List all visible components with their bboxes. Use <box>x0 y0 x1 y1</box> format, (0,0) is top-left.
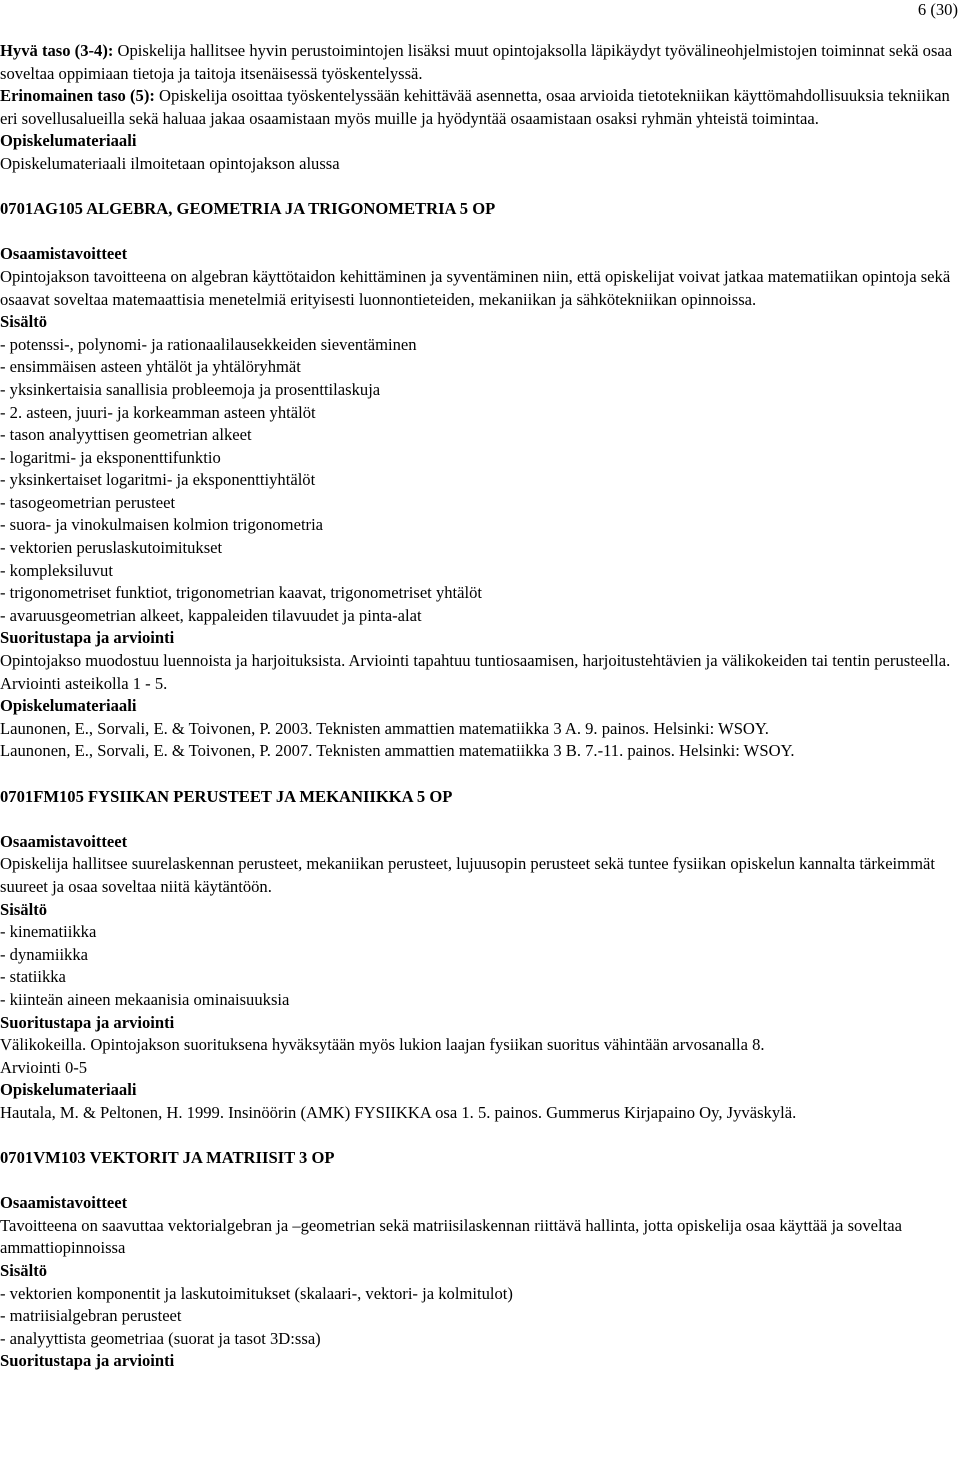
intro-materials-heading: Opiskelumateriaali <box>0 131 137 151</box>
goals-text: Opiskelija hallitsee suurelaskennan perusteet, mekaniikan perusteet, lujuusopin perusteet sekä tuntee fysiikan opiskelun kannalta tärkeimmät suureet ja osaa soveltaa niitä käytäntöön. <box>0 854 935 896</box>
list-item: - analyyttista geometriaa (suorat ja tasot 3D:ssa) <box>0 1328 321 1348</box>
list-item: - 2. asteen, juuri- ja korkeamman asteen yhtälöt <box>0 402 316 422</box>
course-title: 0701VM103 VEKTORIT JA MATRIISIT 3 OP <box>0 1148 335 1168</box>
assessment-text: Välikokeilla. Opintojakson suorituksena hyväksytään myös lukion laajan fysiikan suoritus vähintään arvosanalla 8. <box>0 1035 765 1055</box>
level-good-text: Opiskelija hallitsee hyvin perustoimintojen lisäksi muut opintojaksolla läpikäydyt työvälineohjelmistojen toiminnat sekä osaa soveltaa oppimiaan tietoja ja taitoja itsenäisessä työskentelyssä. <box>0 41 953 83</box>
content-heading: Sisältö <box>0 899 48 919</box>
assessment-text: Opintojakso muodostuu luennoista ja harjoituksista. Arviointi tapahtuu tuntiosaamisen, harjoitustehtävien ja välikokeiden tai tentin perusteella. <box>0 651 951 671</box>
list-item: - yksinkertaisia sanallisia probleemoja ja prosenttilaskuja <box>0 379 381 399</box>
content-list <box>0 921 960 1011</box>
document-body <box>0 40 960 1373</box>
content-list <box>0 1283 960 1351</box>
course-title: 0701FM105 FYSIIKAN PERUSTEET JA MEKANIIKKA 5 OP <box>0 786 453 806</box>
level-good-label: Hyvä taso (3-4): <box>0 41 114 60</box>
list-item: - avaruusgeometrian alkeet, kappaleiden tilavuudet ja pinta-alat <box>0 605 422 625</box>
list-item: - matriisialgebran perusteet <box>0 1306 182 1326</box>
list-item: - kompleksiluvut <box>0 560 113 580</box>
goals-text: Opintojakson tavoitteena on algebran käyttötaidon kehittäminen ja syventäminen niin, että opiskelijat voivat jatkaa matematiikan opintoja sekä osaavat soveltaa matemaattisia menetelmiä erityisesti luonnontieteiden, mekaniikan ja sähkötekniikan opinnoissa. <box>0 266 951 309</box>
material-reference: Hautala, M. & Peltonen, H. 1999. Insinöörin (AMK) FYSIIKKA osa 1. 5. painos. Gummerus Kirjapaino Oy, Jyväskylä. <box>0 1102 797 1122</box>
list-item: - ensimmäisen asteen yhtälöt ja yhtälöryhmät <box>0 357 301 377</box>
list-item: - kinematiikka <box>0 922 97 942</box>
materials-heading: Opiskelumateriaali <box>0 696 137 716</box>
page-number: 6 (30) <box>917 0 958 19</box>
content-heading: Sisältö <box>0 312 48 332</box>
assessment-scale: Arviointi asteikolla 1 - 5. <box>0 673 168 693</box>
intro-materials-text: Opiskelumateriaali ilmoitetaan opintojakson alussa <box>0 153 340 173</box>
list-item: - statiikka <box>0 967 66 987</box>
assessment-scale: Arviointi 0-5 <box>0 1057 88 1077</box>
goals-heading: Osaamistavoitteet <box>0 244 128 264</box>
assessment-heading: Suoritustapa ja arviointi <box>0 1012 175 1032</box>
list-item: - suora- ja vinokulmaisen kolmion trigonometria <box>0 515 324 535</box>
content-list <box>0 334 960 628</box>
assessment-heading: Suoritustapa ja arviointi <box>0 628 175 648</box>
assessment-heading: Suoritustapa ja arviointi <box>0 1351 175 1371</box>
level-good-paragraph <box>0 40 960 85</box>
list-item: - vektorien komponentit ja laskutoimitukset (skalaari-, vektori- ja kolmitulot) <box>0 1283 513 1303</box>
list-item: - potenssi-, polynomi- ja rationaalilausekkeiden sieventäminen <box>0 334 417 354</box>
list-item: - vektorien peruslaskutoimitukset <box>0 538 223 558</box>
list-item: - tasogeometrian perusteet <box>0 492 176 512</box>
level-excellent-text: Opiskelija osoittaa työskentelyssään kehittävää asennetta, osaa arvioida tietotekniikan käyttömahdollisuuksia tekniikan eri sovellusalueilla sekä haluaa jakaa osaamistaan myös muille ja hyödyntää osaamistaan osaksi ryhmän yhteistä toimintaa. <box>0 86 950 128</box>
material-reference: Launonen, E., Sorvali, E. & Toivonen, P. 2003. Teknisten ammattien matematiikka 3 A. 9. painos. Helsinki: WSOY. <box>0 718 769 738</box>
list-item: - trigonometriset funktiot, trigonometrian kaavat, trigonometriset yhtälöt <box>0 583 483 603</box>
list-item: - kiinteän aineen mekaanisia ominaisuuksia <box>0 989 290 1009</box>
content-heading: Sisältö <box>0 1261 48 1281</box>
materials-heading: Opiskelumateriaali <box>0 1080 137 1100</box>
course-title: 0701AG105 ALGEBRA, GEOMETRIA JA TRIGONOMETRIA 5 OP <box>0 199 496 219</box>
goals-heading: Osaamistavoitteet <box>0 831 128 851</box>
level-excellent-label: Erinomainen taso (5): <box>0 86 155 106</box>
level-excellent-paragraph <box>0 85 960 130</box>
material-reference: Launonen, E., Sorvali, E. & Toivonen, P. 2007. Teknisten ammattien matematiikka 3 B. 7.-11. painos. Helsinki: WSOY. <box>0 741 795 761</box>
list-item: - logaritmi- ja eksponenttifunktio <box>0 447 221 467</box>
goals-text: Tavoitteena on saavuttaa vektorialgebran ja –geometrian sekä matriisilaskennan riittävä hallinta, jotta opiskelija osaa käyttää ja soveltaa ammattiopinnoissa <box>0 1215 902 1258</box>
list-item: - tason analyyttisen geometrian alkeet <box>0 425 252 445</box>
goals-heading: Osaamistavoitteet <box>0 1193 128 1213</box>
list-item: - dynamiikka <box>0 944 89 964</box>
list-item: - yksinkertaiset logaritmi- ja eksponenttiyhtälöt <box>0 470 316 490</box>
